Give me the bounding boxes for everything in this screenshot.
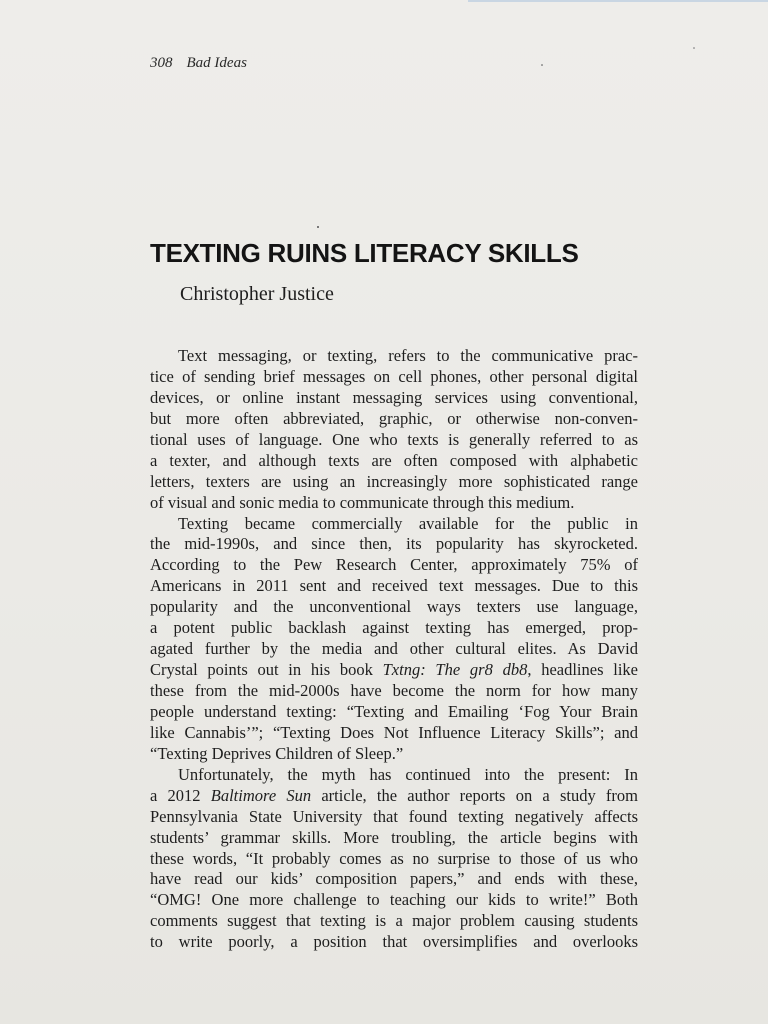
body-text-run: a texter, and although texts are often composed with alphabetic [150,450,638,470]
scan-speck [693,47,695,49]
body-text-run: tional uses of language. One who texts is generally referred to as [150,429,638,449]
body-line [150,430,638,451]
essay-author: Christopher Justice [180,283,334,305]
body-text-run: Pennsylvania State University that found texting negatively affects [150,806,638,826]
scan-edge-line [468,0,768,2]
scan-speck [317,226,319,228]
body-text-run: have read our kids’ composition papers,” and ends with these, [150,869,638,889]
body-line [150,514,638,535]
body-line [150,849,638,870]
running-head [150,55,247,72]
body-text-run: devices, or online instant messaging services using conventional, [150,387,638,407]
italic-title-text: Baltimore Sun [210,785,312,805]
body-text-run: letters, texters are using an increasingly more sophisticated range [150,471,638,491]
body-text-run: Texting became commercially available for the public in [178,513,638,533]
body-text-run: people understand texting: “Texting and Emailing ‘Fog Your Brain [150,701,638,721]
body-line [150,869,638,890]
body-text-run: a potent public backlash against texting has emerged, prop- [150,618,638,638]
body-line [150,639,638,660]
body-line [150,388,638,409]
body-text-run: a 2012 [150,785,211,805]
body-text-run: the mid-1990s, and since then, its popularity has skyrocketed. [150,534,638,554]
body-line [150,618,638,639]
body-text-run: like Cannabis’”; “Texting Does Not Influence Literacy Skills”; and [150,722,638,742]
body-line [150,765,638,786]
body-text-run: to write poorly, a position that oversimplifies and overlooks [150,932,638,952]
body-text-run: “Texting Deprives Children of Sleep.” [150,743,404,763]
body-line [150,828,638,849]
body-text-run: article, the author reports on a study from [311,785,638,805]
body-text-run: of visual and sonic media to communicate through this medium. [150,492,575,512]
body-line [150,534,638,555]
body-text-run: Americans in 2011 sent and received text messages. Due to this [150,576,638,596]
body-line [150,472,638,493]
body-text-run: these words, “It probably comes as no surprise to those of us who [150,848,638,868]
body-text-run: “OMG! One more challenge to teaching our kids to write!” Both [150,890,638,910]
body-line [150,451,638,472]
book-title: Bad Ideas [186,55,247,71]
body-text-run: tice of sending brief messages on cell phones, other personal digital [150,366,638,386]
body-line [150,555,638,576]
italic-title-text: Txtng: The gr8 db8 [382,660,528,680]
body-line [150,367,638,388]
body-line [150,890,638,911]
body-line [150,597,638,618]
body-text-run: , headlines like [527,660,638,680]
scan-speck [541,64,543,66]
body-text-run: comments suggest that texting is a major problem causing students [150,911,638,931]
body-line [150,660,638,681]
body-line [150,409,638,430]
body-text-run: Unfortunately, the myth has continued into the present: In [178,764,638,784]
body-line [150,702,638,723]
body-line [150,911,638,932]
page-number: 308 [150,55,173,71]
body-text-run: Crystal points out in his book [150,660,383,680]
body-line [150,493,638,514]
body-text-run: these from the mid-2000s have become the norm for how many [150,681,638,700]
body-text-run: Text messaging, or texting, refers to the communicative prac- [178,346,638,365]
body-line [150,932,638,953]
body-text-run: but more often abbreviated, graphic, or otherwise non-conven- [150,408,638,428]
body-line [150,723,638,744]
body-text-run: popularity and the unconventional ways texters use language, [150,597,638,617]
body-line [150,744,638,765]
body-line [150,576,638,597]
body-line [150,346,638,367]
body-text-run: According to the Pew Research Center, approximately 75% of [150,555,638,575]
body-line [150,786,638,807]
essay-body [150,346,638,953]
body-line [150,807,638,828]
body-line [150,681,638,702]
body-text-run: students’ grammar skills. More troubling, the article begins with [150,827,638,847]
body-text-run: agated further by the media and other cultural elites. As David [150,639,638,659]
essay-title: TEXTING RUINS LITERACY SKILLS [150,238,579,268]
